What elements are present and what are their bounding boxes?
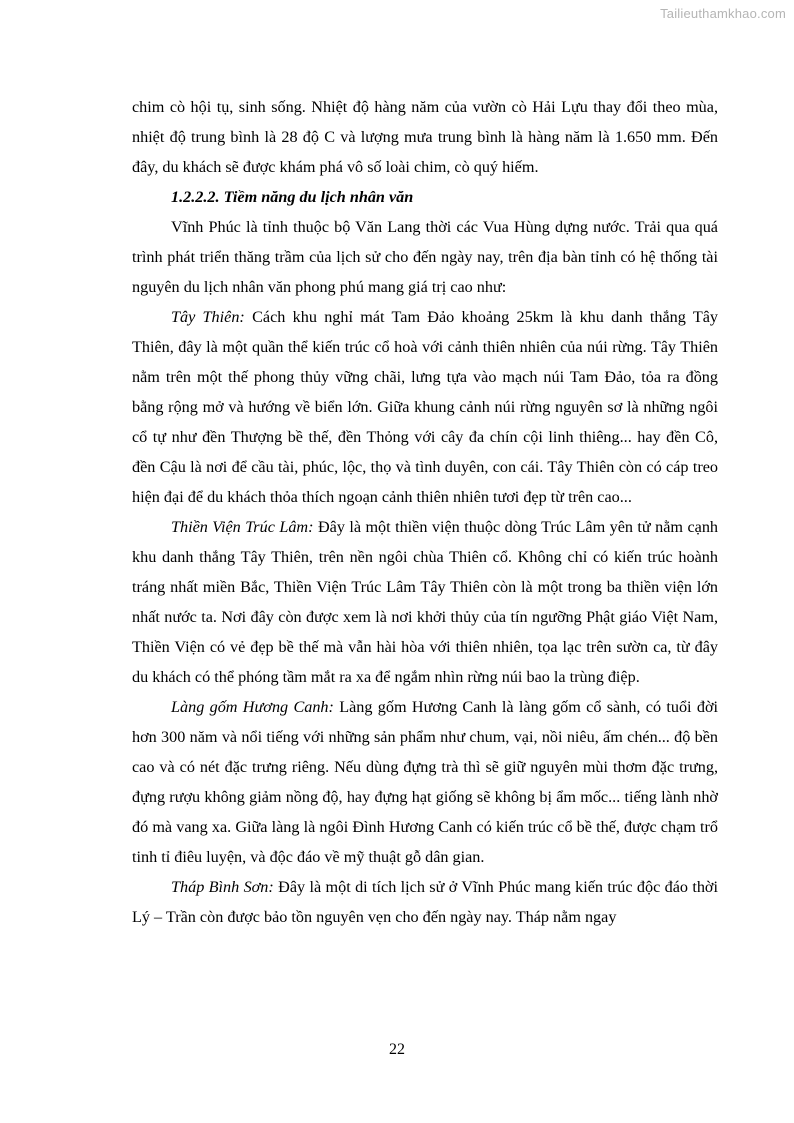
document-body [132, 92, 718, 932]
paragraph-lead: Làng gốm Hương Canh: [171, 698, 334, 716]
paragraph-thap-binh-son [132, 872, 718, 932]
paragraph-text: Đây là một di tích lịch sử ở Vĩnh Phúc mang kiến trúc độc đáo thời Lý – Trần còn được bảo tồn nguyên vẹn cho đến ngày nay. Tháp nằm ngay [132, 878, 718, 926]
paragraph-thien-vien-truc-lam [132, 512, 718, 692]
paragraph-lead: Tháp Bình Sơn: [171, 878, 274, 896]
paragraph-text: Cách khu nghỉ mát Tam Đảo khoảng 25km là khu danh thắng Tây Thiên, đây là một quần thể kiến trúc cổ hoà với cảnh thiên nhiên của núi rừng. Tây Thiên nằm trên một thế phong thủy vững chãi, lưng tựa vào mạch núi Tam Đảo, tỏa ra đồng bằng rộng mở và hướng về biển lớn. Giữa khung cảnh núi rừng nguyên sơ là những ngôi cổ tự như đền Thượng bề thế, đền Thỏng với cây đa chín cội linh thiêng... hay đền Cô, đền Cậu là nơi để cầu tài, phúc, lộc, thọ và tình duyên, con cái. Tây Thiên còn có cáp treo hiện đại để du khách thỏa thích ngoạn cảnh thiên nhiên tươi đẹp từ trên cao... [132, 308, 718, 506]
paragraph-tay-thien [132, 302, 718, 512]
paragraph-lang-gom-huong-canh [132, 692, 718, 872]
paragraph-lead: Tây Thiên: [171, 308, 245, 326]
section-intro-paragraph: Vĩnh Phúc là tỉnh thuộc bộ Văn Lang thời các Vua Hùng dựng nước. Trải qua quá trình phát triển thăng trầm của lịch sử cho đến ngày nay, trên địa bàn tỉnh có hệ thống tài nguyên du lịch nhân văn phong phú mang giá trị cao như: [132, 218, 718, 296]
paragraph-text: Đây là một thiền viện thuộc dòng Trúc Lâm yên tử nằm cạnh khu danh thắng Tây Thiên, trên nền ngôi chùa Thiên cổ. Không chỉ có kiến trúc hoành tráng nhất miền Bắc, Thiền Viện Trúc Lâm Tây Thiên còn là một trong ba thiền viện lớn nhất nước ta. Nơi đây còn được xem là nơi khởi thủy của tín ngưỡng Phật giáo Việt Nam, Thiền Viện có vẻ đẹp bề thế mà vẫn hài hòa với thiên nhiên, tọa lạc trên sườn ca, từ đây du khách có thể phóng tầm mắt ra xa để ngắm nhìn rừng núi bao la trùng điệp. [132, 518, 719, 686]
section-heading: 1.2.2.2. Tiềm năng du lịch nhân văn [171, 188, 414, 206]
intro-paragraph: chim cò hội tụ, sinh sống. Nhiệt độ hàng năm của vườn cò Hải Lựu thay đổi theo mùa, nhiệt độ trung bình là 28 độ C và lượng mưa trung bình là hàng năm là 1.650 mm. Đến đây, du khách sẽ được khám phá vô số loài chim, cò quý hiếm. [132, 98, 718, 176]
watermark-text: Tailieuthamkhao.com [660, 6, 786, 21]
paragraph-text: Làng gốm Hương Canh là làng gốm cổ sành, có tuổi đời hơn 300 năm và nổi tiếng với những sản phẩm như chum, vại, nồi niêu, ấm chén... độ bền cao và có nét đặc trưng riêng. Nếu dùng đựng trà thì sẽ giữ nguyên mùi thơm đặc trưng, đựng rượu không giảm nồng độ, hay đựng hạt giống sẽ không bị ẩm mốc... tiếng lành nhờ đó mà vang xa. Giữa làng là ngôi Đình Hương Canh có kiến trúc cổ bề thế, được chạm trổ tinh tỉ điêu luyện, và độc đáo về mỹ thuật gỗ dân gian. [132, 698, 719, 866]
paragraph-lead: Thiền Viện Trúc Lâm: [171, 518, 314, 536]
page-number: 22 [389, 1041, 405, 1058]
